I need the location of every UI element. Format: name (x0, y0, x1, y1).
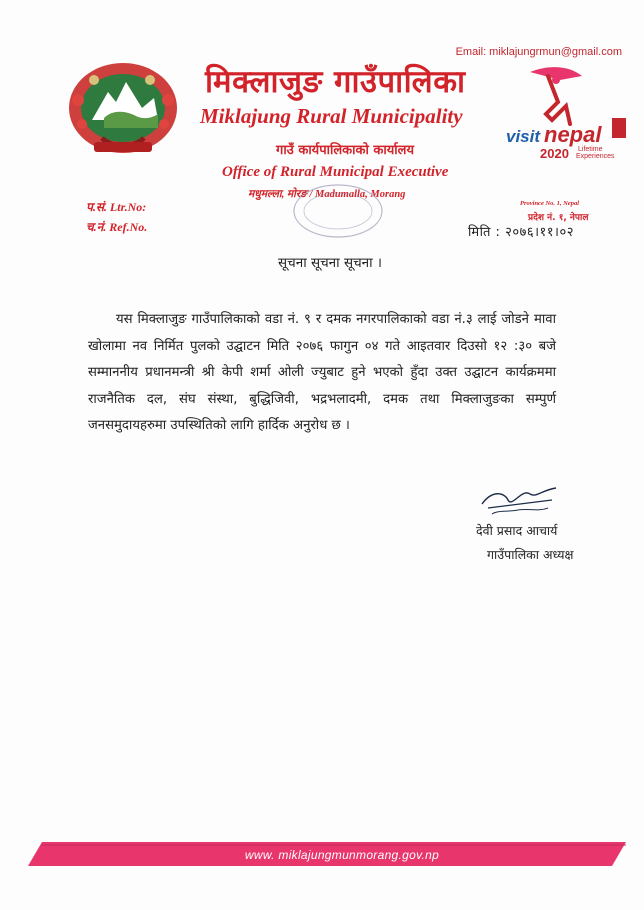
visit-nepal-year: 2020 (540, 146, 569, 161)
signatory-title: गाउँपालिका अध्यक्ष (487, 547, 574, 562)
notice-heading: सूचना सूचना सूचना । (278, 255, 383, 271)
visit-text: visit (506, 127, 541, 146)
office-title-english: Office of Rural Municipal Executive (222, 164, 449, 180)
reference-number-label: च.नं. Ref.No. (86, 220, 148, 234)
province-label-nepali: प्रदेश नं. १, नेपाल (528, 213, 589, 223)
signatory-name: देवी प्रसाद आचार्य (476, 523, 558, 538)
signature-mark (478, 482, 560, 518)
province-label-english: Province No. 1, Nepal (520, 200, 580, 207)
website-url[interactable]: www. miklajungmunmorang.gov.np (244, 848, 440, 862)
office-stamp (290, 182, 386, 240)
municipality-title-english: Miklajung Rural Municipality (200, 104, 463, 128)
office-title-nepali: गाउँ कार्यपालिकाको कार्यालय (276, 143, 414, 158)
nepal-text: nepal (544, 122, 602, 147)
office-address: मधुमल्ला, मोरङ / Madumalla, Morang (248, 189, 406, 200)
visit-nepal-tagline-2: Experiences (576, 153, 615, 160)
visit-nepal-tagline-1: Lifetime (578, 146, 603, 153)
nepal-emblem-icon (64, 58, 182, 158)
municipality-title-nepali: मिक्लाजुङ गाउँपालिका (205, 64, 466, 100)
email-contact: Email: miklajungrmun@gmail.com (455, 46, 622, 58)
visit-nepal-logo (500, 62, 630, 162)
notice-body: यस मिक्लाजुङ गाउँपालिकाको वडा नं. ९ र दमक नगरपालिकाको वडा नं.३ लाई जोडने मावा खोलामा नव निर्मित पुलको उद्घाटन मिति २०७६ फागुन ०४ गते आइतवार दिउसो १२ :३० बजे सम्माननीय प्रधानमन्त्री श्री केपी शर्मा ओली ज्युबाट हुने भएको हुँदा उक्त उद्घाटन कार्यक्रममा राजनैतिक दल, संघ संस्था, बुद्धिजिवी, भद्रभलादमी, दमक तथा मिक्लाजुङका सम्पुर्ण जनसमुदायहरुमा उपस्थितिको लागि हार्दिक अनुरोध छ । (88, 312, 556, 433)
letter-number-label: प.सं. Ltr.No: (86, 200, 147, 214)
letter-date: मिति : २०७६।११।०२ (468, 225, 574, 240)
